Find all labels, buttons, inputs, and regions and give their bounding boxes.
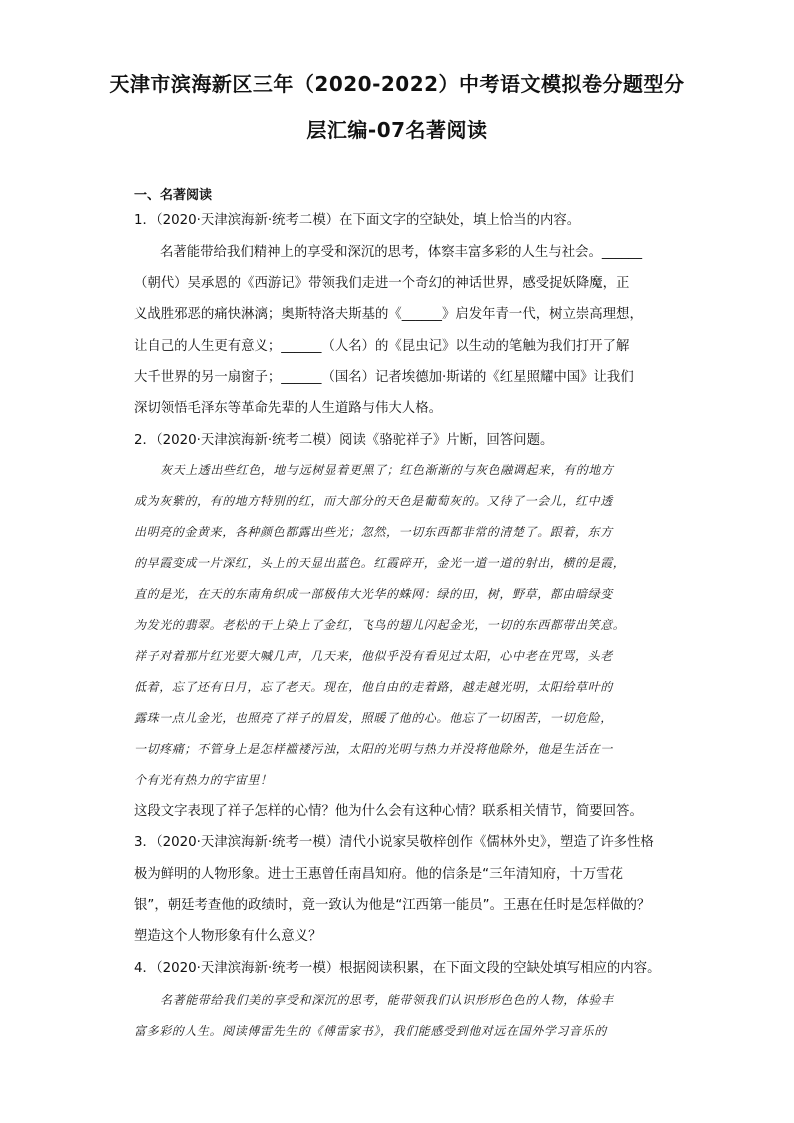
q1-line: 深切领悟毛泽东等革命先辈的人生道路与伟大人格。 bbox=[134, 401, 442, 416]
q2-excerpt-line: 的早霞变成一片深红，头上的天显出蓝色。红霞碎开，金光一道一道的射出，横的是霞， bbox=[134, 556, 626, 570]
q4-stem: 4．（2020·天津滨海新·统考一模）根据阅读积累，在下面文段的空缺处填写相应的内容。 bbox=[134, 961, 661, 976]
q2-excerpt-line: 露珠一点儿金光，也照亮了祥子的眉发，照暖了他的心。他忘了一切困苦，一切危险， bbox=[134, 711, 613, 725]
q1-line: 义战胜邪恶的痛快淋漓；奥斯特洛夫斯基的《______》启发年青一代，树立崇高理想， bbox=[134, 307, 643, 322]
q4-excerpt-line: 名著能带给我们美的享受和深沉的思考，能带领我们认识形形色色的人物，体验丰 bbox=[160, 993, 614, 1007]
q3-line: 极为鲜明的人物形象。进士王惠曾任南昌知府。他的信条是“三年清知府，十万雪花 bbox=[134, 867, 623, 882]
section-heading: 一、名著阅读 bbox=[134, 188, 213, 203]
doc-title-line-2: 层汇编-07名著阅读 bbox=[306, 118, 488, 142]
q3-line: 银”，朝廷考查他的政绩时，竟一致认为他是“江西第一能员”。王惠在任时是怎样做的？ bbox=[134, 898, 651, 913]
q2-excerpt-line: 直的是光，在天的东南角织成一部极伟大光华的蛛网：绿的田，树，野草，都由暗绿变 bbox=[134, 587, 613, 601]
q2-excerpt-line: 成为灰紫的，有的地方特别的红，而大部分的天色是葡萄灰的。又待了一会儿，红中透 bbox=[134, 494, 613, 508]
q2-excerpt-line: 灰天上透出些红色，地与远树显着更黑了；红色渐渐的与灰色融调起来，有的地方 bbox=[160, 463, 614, 477]
q2-excerpt-line: 个有光有热力的宇宙里！ bbox=[134, 773, 273, 787]
q2-excerpt-line: 祥子对着那片红光要大喊几声，几天来，他似乎没有看见过太阳，心中老在咒骂，头老 bbox=[134, 649, 613, 663]
q3-line: 3．（2020·天津滨海新·统考一模）清代小说家吴敬梓创作《儒林外史》，塑造了许多性格 bbox=[134, 835, 654, 850]
q2-stem: 2．（2020·天津滨海新·统考二模）阅读《骆驼祥子》片断，回答问题。 bbox=[134, 433, 554, 448]
q2-excerpt-line: 低着，忘了还有日月，忘了老天。现在，他自由的走着路，越走越光明，太阳给草叶的 bbox=[134, 680, 613, 694]
q1-line: （朝代）吴承恩的《西游记》带领我们走进一个奇幻的神话世界，感受捉妖降魔，正 bbox=[134, 276, 630, 291]
q2-excerpt-line: 出明亮的金黄来，各种颜色都露出些光；忽然，一切东西都非常的清楚了。跟着，东方 bbox=[134, 525, 613, 539]
q4-excerpt-line: 富多彩的人生。阅读傅雷先生的《傅雷家书》，我们能感受到他对远在国外学习音乐的 bbox=[134, 1024, 607, 1038]
q2-excerpt-line: 为发光的翡翠。老松的干上染上了金红，飞鸟的翅儿闪起金光，一切的东西都带出笑意。 bbox=[134, 618, 626, 632]
q1-stem: 1．（2020·天津滨海新·统考二模）在下面文字的空缺处，填上恰当的内容。 bbox=[134, 213, 581, 228]
q1-line: 名著能带给我们精神上的享受和深沉的思考，体察丰富多彩的人生与社会。______ bbox=[160, 245, 643, 260]
q1-line: 大千世界的另一扇窗子；______（国名）记者埃德加·斯诺的《红星照耀中国》让我们 bbox=[134, 370, 634, 385]
q3-line: 塑造这个人物形象有什么意义？ bbox=[134, 929, 322, 944]
doc-title-line-1: 天津市滨海新区三年（2020-2022）中考语文模拟卷分题型分 bbox=[109, 72, 685, 96]
q2-excerpt-line: 一切疼痛；不管身上是怎样褴褛污浊，太阳的光明与热力并没将他除外，他是生活在一 bbox=[134, 742, 613, 756]
q1-line: 让自己的人生更有意义；______（人名）的《昆虫记》以生动的笔触为我们打开了解 bbox=[134, 339, 630, 354]
q2-question: 这段文字表现了祥子怎样的心情？他为什么会有这种心情？联系相关情节，简要回答。 bbox=[134, 804, 643, 819]
